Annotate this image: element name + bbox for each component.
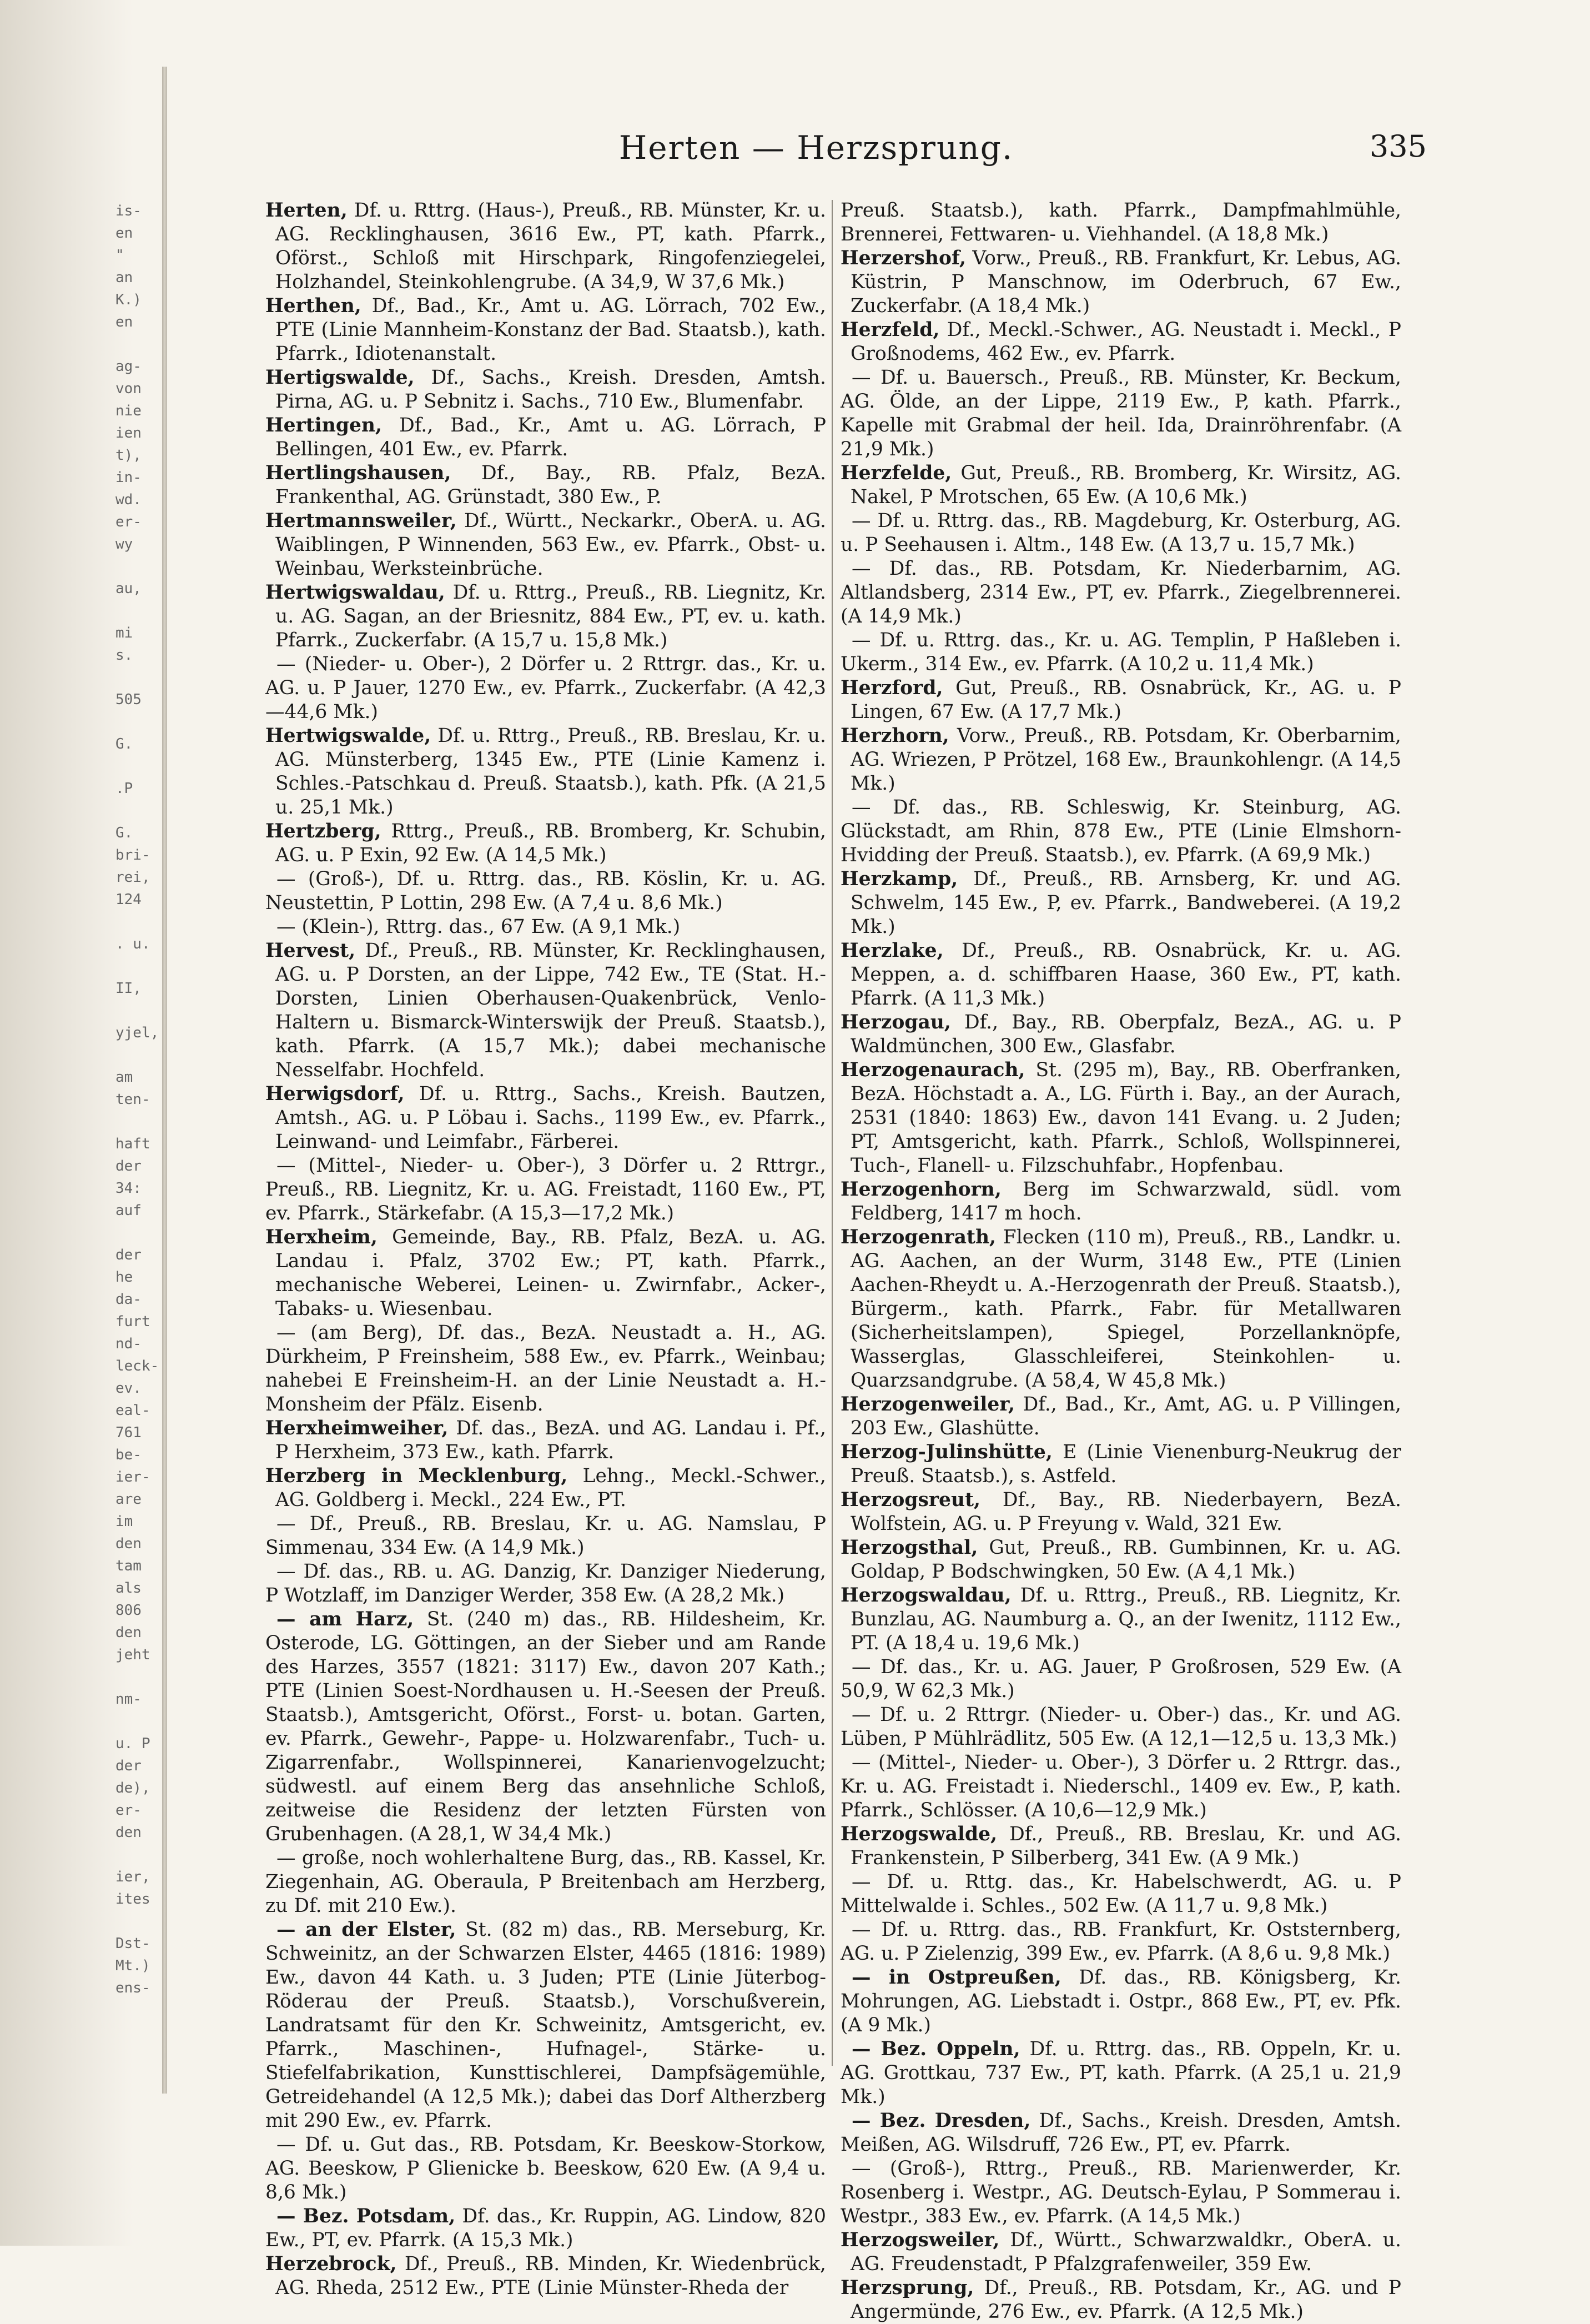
entry-text: Df., Meckl.-Schwer., AG. Neustadt i. Meckl., P Großnodems, 462 Ew., ev. Pfarrk. xyxy=(851,319,1401,365)
entry-text: Df., Bad., Kr., Amt u. AG. Lörrach, P Bellingen, 401 Ew., ev. Pfarrk. xyxy=(275,414,826,460)
gazetteer-entry xyxy=(265,366,826,414)
entry-headword: Herzfelde, xyxy=(841,462,952,484)
entry-text: Df., Preuß., RB. Osnabrück, Kr. u. AG. Meppen, a. d. schiffbaren Haase, 360 Ew., PT, kath. Pfarrk. (A 11,3 Mk.) xyxy=(851,940,1401,1010)
entry-text: Df. das., BezA. und AG. Landau i. Pf., P Herxheim, 373 Ew., kath. Pfarrk. xyxy=(275,1417,826,1463)
gazetteer-entry xyxy=(841,1823,1401,1870)
entry-text: — (Groß-), Rttrg., Preuß., RB. Marienwerder, Kr. Rosenberg i. Westpr., AG. Deutsch-Eylau, P Sommerau i. Westpr., 383 Ew., ev. Pfarrk. (A 14,5 Mk.) xyxy=(841,2157,1401,2227)
entry-text: Gut, Preuß., RB. Gumbinnen, Kr. u. AG. Goldap, P Bodschwingken, 50 Ew. (A 4,1 Mk.) xyxy=(851,1537,1401,1583)
right-column xyxy=(841,199,1402,2323)
entry-headword: Herzebrock, xyxy=(265,2253,397,2275)
entry-text: St. (295 m), Bay., RB. Oberfranken, BezA. Höchstadt a. A., LG. Fürth i. Bay., an der Aurach, 2531 (1840: 1863) Ew., davon 141 Evang. u. 2 Juden; PT, Amtsgericht, kath. Pfarrk., Schloß, Wollspinnerei, Tuch-, Flanell- u. Filzschuhfabr., Hopfenbau. xyxy=(851,1059,1401,1177)
gazetteer-entry xyxy=(265,581,826,652)
gazetteer-entry xyxy=(265,294,826,366)
gazetteer-entry xyxy=(841,1966,1401,2037)
entry-text: Gut, Preuß., RB. Osnabrück, Kr., AG. u. P Lingen, 67 Ew. (A 17,7 Mk.) xyxy=(851,677,1401,723)
entry-headword: Herzberg in Mecklenburg, xyxy=(265,1465,568,1487)
entry-text: Rttrg., Preuß., RB. Bromberg, Kr. Schubin, AG. u. P Exin, 92 Ew. (A 14,5 Mk.) xyxy=(275,820,826,866)
gazetteer-entry xyxy=(841,676,1401,724)
gazetteer-entry xyxy=(841,1058,1401,1178)
gazetteer-entry xyxy=(841,796,1401,867)
entry-headword: Herzershof, xyxy=(841,247,967,269)
entry-text: Vorw., Preuß., RB. Frankfurt, Kr. Lebus, AG. Küstrin, P Manschnow, im Oderbruch, 67 Ew., Zuckerfabr. (A 18,4 Mk.) xyxy=(851,247,1401,317)
entry-headword: Hertwigswaldau, xyxy=(265,581,445,604)
gazetteer-entry xyxy=(841,1488,1401,1536)
entry-text: Df., Preuß., RB. Minden, Kr. Wiedenbrück, AG. Rheda, 2512 Ew., PTE (Linie Münster-Rheda der xyxy=(275,2253,826,2299)
entry-text: — Df. u. Bauersch., Preuß., RB. Münster, Kr. Beckum, AG. Ölde, an der Lippe, 2119 Ew., P, kath. Pfarrk., Kapelle mit Grabmal der heil. Ida, Drainröhrenfabr. (A 21,9 Mk.) xyxy=(841,367,1401,460)
entry-text: — (Nieder- u. Ober-), 2 Dörfer u. 2 Rttrgr. das., Kr. u. AG. u. P Jauer, 1270 Ew., ev. Pfarrk., Zuckerfabr. (A 42,3—44,6 Mk.) xyxy=(265,653,826,723)
entry-headword: Herzogsthal, xyxy=(841,1537,978,1559)
gazetteer-entry xyxy=(265,1846,826,1918)
entry-headword: Herzog-Julinshütte, xyxy=(841,1441,1053,1463)
entry-text: Df. u. Rttrg., Sachs., Kreish. Bautzen, Amtsh., AG. u. P Löbau i. Sachs., 1199 Ew., ev. Pfarrk., Leinwand- und Leimfabr., Färberei. xyxy=(275,1083,826,1153)
entry-text: — Df. u. Rttg. das., Kr. Habelschwerdt, AG. u. P Mittelwalde i. Schles., 502 Ew. (A 11,7 u. 9,8 Mk.) xyxy=(841,1871,1401,1917)
gazetteer-entry xyxy=(841,1870,1401,1918)
entry-headword: Herzogenaurach, xyxy=(841,1059,1025,1081)
page-header xyxy=(205,129,1427,179)
entry-text: Df., Württ., Schwarzwaldkr., OberA. u. AG. Freudenstadt, P Pfalzgrafenweiler, 359 Ew. xyxy=(851,2229,1401,2275)
gazetteer-entry xyxy=(265,652,826,724)
entry-text: Df. u. Rttrg., Preuß., RB. Breslau, Kr. u. AG. Münsterberg, 1345 Ew., PTE (Linie Kamenz i. Schles.-Patschkau d. Preuß. Staatsb.), kath. Pfk. (A 21,5 u. 25,1 Mk.) xyxy=(275,725,826,819)
gazetteer-entry xyxy=(265,867,826,915)
gazetteer-entry xyxy=(841,1393,1401,1440)
entry-text: St. (82 m) das., RB. Merseburg, Kr. Schweinitz, an der Schwarzen Elster, 4465 (1816: 1989) Ew., davon 44 Kath. u. 3 Juden; PTE (Linie Jüterbog-Röderau der Preuß. Staatsb.), Vorschußverein, Landratsamt für den Kr. Schweinitz, Amtsgericht, ev. Pfarrk., Maschinen-, Hufnagel-, Stärke- u. Stiefelfabrikation, Kunsttischlerei, Dampfsägemühle, Getreidehandel (A 12,5 Mk.); dabei das Dorf Altherzberg mit 290 Ew., ev. Pfarrk. xyxy=(265,1919,827,2132)
left-column xyxy=(265,199,827,2299)
entry-headword: Herzogenrath, xyxy=(841,1226,997,1248)
entry-text: Df., Bay., RB. Oberpfalz, BezA., AG. u. P Waldmünchen, 300 Ew., Glasfabr. xyxy=(851,1011,1401,1057)
entry-headword: Herzogenhorn, xyxy=(841,1178,1002,1201)
gazetteer-entry xyxy=(265,1082,826,1154)
entry-text: — große, noch wohlerhaltene Burg, das., RB. Kassel, Kr. Ziegenhain, AG. Oberaula, P Breitenbach am Herzberg, zu Df. mit 210 Ew.). xyxy=(265,1847,826,1917)
gazetteer-entry xyxy=(265,939,826,1082)
entry-text: Df., Sachs., Kreish. Dresden, Amtsh. Pirna, AG. u. P Sebnitz i. Sachs., 710 Ew., Blumenfabr. xyxy=(275,367,826,413)
gazetteer-entry xyxy=(265,820,826,867)
entry-text: — Df. das., RB. u. AG. Danzig, Kr. Danziger Niederung, P Wotzlaff, im Danziger Werder, 358 Ew. (A 28,2 Mk.) xyxy=(265,1560,826,1607)
gazetteer-entry xyxy=(841,247,1401,318)
entry-text: — (Mittel-, Nieder- u. Ober-), 3 Dörfer u. 2 Rttrgr., Preuß., RB. Liegnitz, Kr. u. AG. Freistadt, 1160 Ew., PT, ev. Pfarrk., Stärkefabr. (A 15,3—17,2 Mk.) xyxy=(265,1155,826,1224)
gazetteer-entry xyxy=(841,1918,1401,1966)
page-binding-edge xyxy=(162,67,167,2094)
gazetteer-entry xyxy=(265,1918,826,2133)
entry-headword: Hertlingshausen, xyxy=(265,462,451,484)
gazetteer-entry xyxy=(841,509,1401,557)
entry-text: — (Groß-), Df. u. Rttrg. das., RB. Köslin, Kr. u. AG. Neustettin, P Lottin, 298 Ew. (A 7,4 u. 8,6 Mk.) xyxy=(265,868,826,914)
entry-headword: Hertingen, xyxy=(265,414,383,436)
gazetteer-entry xyxy=(265,1417,826,1464)
entry-text: Df., Preuß., RB. Potsdam, Kr., AG. und P Angermünde, 276 Ew., ev. Pfarrk. (A 12,5 Mk.) xyxy=(851,2277,1401,2323)
entry-headword: — an der Elster, xyxy=(276,1919,456,1941)
entry-text: — Df. das., RB. Schleswig, Kr. Steinburg, AG. Glückstadt, am Rhin, 878 Ew., PTE (Linie Elmshorn-Hvidding der Preuß. Staatsb.), ev. Pfarrk. (A 69,9 Mk.) xyxy=(841,796,1401,866)
entry-text: — Df. das., RB. Potsdam, Kr. Niederbarnim, AG. Altlandsberg, 2314 Ew., PT, ev. Pfarrk., Ziegelbrennerei. (A 14,9 Mk.) xyxy=(841,558,1401,628)
entry-text: Df., Württ., Neckarkr., OberA. u. AG. Waiblingen, P Winnenden, 563 Ew., ev. Pfarrk., Obst- u. Weinbau, Werksteinbrüche. xyxy=(275,510,826,580)
gazetteer-entry xyxy=(841,1011,1401,1058)
entry-text: Preuß. Staatsb.), kath. Pfarrk., Dampfmahlmühle, Brennerei, Fettwaren- u. Viehhandel. (A 18,8 Mk.) xyxy=(841,199,1401,245)
gazetteer-entry xyxy=(265,509,826,581)
entry-text: — (Mittel-, Nieder- u. Ober-), 3 Dörfer u. 2 Rttrgr. das., Kr. u. AG. Freistadt i. Niederschl., 1409 ev. Ew., P, kath. Pfarrk., Schlösser. (A 10,6—12,9 Mk.) xyxy=(841,1751,1401,1821)
entry-text: Df. u. Rttrg. (Haus-), Preuß., RB. Münster, Kr. u. AG. Recklinghausen, 3616 Ew., PT, kath. Pfarrk., Oförst., Schloß mit Hirschpark, Ringofenziegelei, Holzhandel, Steinkohlengrube. (A 34,9, W 37,6 Mk.) xyxy=(275,199,826,293)
gazetteer-entry xyxy=(841,1226,1401,1393)
entry-headword: Herxheim, xyxy=(265,1226,378,1248)
entry-text: — Df. u. Rttrg. das., Kr. u. AG. Templin, P Haßleben i. Ukerm., 314 Ew., ev. Pfarrk. (A 10,2 u. 11,4 Mk.) xyxy=(841,629,1401,675)
entry-headword: Herzfeld, xyxy=(841,319,940,341)
entry-headword: Herzogau, xyxy=(841,1011,951,1033)
column-divider xyxy=(832,200,833,2066)
entry-text: Df. das., RB. Königsberg, Kr. Mohrungen, AG. Liebstadt i. Ostpr., 868 Ew., PT, ev. Pfk. (A 9 Mk.) xyxy=(841,1966,1402,2036)
entry-text: Df., Preuß., RB. Breslau, Kr. und AG. Frankenstein, P Silberberg, 341 Ew. (A 9 Mk.) xyxy=(851,1823,1401,1869)
gazetteer-entry xyxy=(841,366,1401,461)
entry-text: Df., Preuß., RB. Arnsberg, Kr. und AG. Schwelm, 145 Ew., P, ev. Pfarrk., Bandweberei. (A 19,2 Mk.) xyxy=(851,868,1401,938)
entry-text: Df. u. Rttrg., Preuß., RB. Liegnitz, Kr. Bunzlau, AG. Naumburg a. Q., an der Iwenitz, 1112 Ew., PT. (A 18,4 u. 19,6 Mk.) xyxy=(851,1584,1401,1654)
entry-headword: Herxheimweiher, xyxy=(265,1417,449,1439)
entry-text: Df. u. Rttrg. das., RB. Oppeln, Kr. u. AG. Grottkau, 737 Ew., PT, kath. Pfarrk. (A 25,1 u. 21,9 Mk.) xyxy=(841,2038,1401,2108)
entry-headword: — Bez. Oppeln, xyxy=(852,2038,1020,2060)
gazetteer-entry xyxy=(265,2205,826,2252)
gazetteer-entry xyxy=(265,2252,826,2300)
entry-headword: Hertzberg, xyxy=(265,820,381,842)
entry-text: — Df. u. Gut das., RB. Potsdam, Kr. Beeskow-Storkow, AG. Beeskow, P Glienicke b. Beeskow, 620 Ew. (A 9,4 u. 8,6 Mk.) xyxy=(265,2134,826,2203)
gazetteer-entry xyxy=(841,1655,1401,1703)
entry-headword: Herzsprung, xyxy=(841,2277,974,2299)
entry-headword: Herzogsweiler, xyxy=(841,2229,1000,2251)
gazetteer-entry xyxy=(841,2109,1401,2157)
gazetteer-entry xyxy=(841,318,1401,366)
gazetteer-entry xyxy=(841,1440,1401,1488)
entry-headword: Herzogswalde, xyxy=(841,1823,998,1845)
gazetteer-entry xyxy=(841,461,1401,509)
gazetteer-entry xyxy=(265,1464,826,1512)
entry-headword: — Bez. Dresden, xyxy=(852,2110,1031,2132)
entry-text: — Df. u. Rttrg. das., RB. Frankfurt, Kr. Oststernberg, AG. u. P Zielenzig, 399 Ew., ev. Pfarrk. (A 8,6 u. 9,8 Mk.) xyxy=(841,1919,1401,1965)
entry-text: Berg im Schwarzwald, südl. vom Feldberg, 1417 m hoch. xyxy=(851,1178,1401,1224)
entry-headword: — in Ostpreußen, xyxy=(852,1966,1061,1989)
gazetteer-entry xyxy=(841,867,1401,939)
entry-text: — Df. u. Rttrg. das., RB. Magdeburg, Kr. Osterburg, AG. u. P Seehausen i. Altm., 148 Ew. (A 13,7 u. 15,7 Mk.) xyxy=(841,510,1401,556)
gazetteer-entry xyxy=(265,1512,826,1560)
gazetteer-entry xyxy=(265,724,826,820)
entry-headword: Hervest, xyxy=(265,940,356,962)
page-number: 335 xyxy=(1369,129,1427,164)
gazetteer-entry xyxy=(841,1751,1401,1823)
gazetteer-entry xyxy=(841,939,1401,1011)
entry-headword: Hertmannsweiler, xyxy=(265,510,457,532)
gazetteer-entry xyxy=(841,724,1401,796)
entry-text: Df., Bad., Kr., Amt u. AG. Lörrach, 702 Ew., PTE (Linie Mannheim-Konstanz der Bad. Staatsb.), kath. Pfarrk., Idiotenanstalt. xyxy=(275,295,826,365)
gazetteer-entry xyxy=(265,1226,826,1321)
entry-headword: Hertwigswalde, xyxy=(265,725,431,747)
entry-text: — Df. das., Kr. u. AG. Jauer, P Großrosen, 529 Ew. (A 50,9, W 62,3 Mk.) xyxy=(841,1656,1401,1702)
entry-text: Lehng., Meckl.-Schwer., AG. Goldberg i. Meckl., 224 Ew., PT. xyxy=(275,1465,826,1511)
entry-headword: Herthen, xyxy=(265,295,361,317)
gazetteer-entry xyxy=(265,1608,826,1846)
gazetteer-entry xyxy=(841,629,1401,676)
gazetteer-entry xyxy=(841,2157,1401,2228)
entry-headword: Herzkamp, xyxy=(841,868,958,890)
gazetteer-entry xyxy=(841,199,1401,247)
entry-text: Df. das., Kr. Ruppin, AG. Lindow, 820 Ew., PT, ev. Pfarrk. (A 15,3 Mk.) xyxy=(265,2205,826,2251)
entry-headword: Herwigsdorf, xyxy=(265,1083,405,1105)
previous-page-margin-fragments: is- en " an K.) en ag- von nie ien t), in- wd. er- wy au, mi s. 505 G. .P G. bri- rei, 124 . u. II, yjel, am ten- haft der 34: auf der he da- furt nd- leck- ev. eal- 761 be- ier- are im den tam als 806 den jeht nm- u. P der de), er- den ier, ites Dst- Mt.) ens- xyxy=(115,203,159,1996)
gazetteer-entry xyxy=(265,1154,826,1226)
entry-headword: Herten, xyxy=(265,199,348,222)
entry-headword: — Bez. Potsdam, xyxy=(276,2205,456,2227)
entry-headword: Herzford, xyxy=(841,677,943,699)
entry-text: Df., Preuß., RB. Münster, Kr. Recklinghausen, AG. u. P Dorsten, an der Lippe, 742 Ew., TE (Stat. H.-Dorsten, Linien Oberhausen-Quakenbrück, Venlo-Haltern u. Bismarck-Winterswijk der Preuß. Staatsb.), kath. Pfarrk. (A 15,7 Mk.); dabei mechanische Nesselfabr. Hochfeld. xyxy=(275,940,826,1081)
entry-text: Df. u. Rttrg., Preuß., RB. Liegnitz, Kr. u. AG. Sagan, an der Briesnitz, 884 Ew., PT, ev. u. kath. Pfarrk., Zuckerfabr. (A 15,7 u. 15,8 Mk.) xyxy=(275,581,826,651)
entry-text: Df., Bad., Kr., Amt, AG. u. P Villingen, 203 Ew., Glashütte. xyxy=(851,1393,1401,1439)
entry-text: Flecken (110 m), Preuß., RB., Landkr. u. AG. Aachen, an der Wurm, 3148 Ew., PTE (Linien Aachen-Rheydt u. A.-Herzogenrath der Preuß. Staatsb.), Bürgerm., kath. Pfarrk., Fabr. für Metallwaren (Sicherheitslampen), Spiegel, Porzellanknöpfe, Wasserglas, Glasschleiferei, Steinkohlen- u. Quarzsandgrube. (A 58,4, W 45,8 Mk.) xyxy=(851,1226,1401,1392)
entry-text: — Df., Preuß., RB. Breslau, Kr. u. AG. Namslau, P Simmenau, 334 Ew. (A 14,9 Mk.) xyxy=(265,1513,826,1559)
page-binding-shadow xyxy=(0,0,133,2246)
gazetteer-entry xyxy=(841,1178,1401,1226)
entry-text: Df., Sachs., Kreish. Dresden, Amtsh. Meißen, AG. Wilsdruff, 726 Ew., PT, ev. Pfarrk. xyxy=(841,2110,1401,2156)
entry-text: Df., Bay., RB. Niederbayern, BezA. Wolfstein, AG. u. P Freyung v. Wald, 321 Ew. xyxy=(851,1489,1401,1535)
entry-text: — (Klein-), Rttrg. das., 67 Ew. (A 9,1 Mk.) xyxy=(276,916,681,938)
entry-headword: Herzogsreut, xyxy=(841,1489,981,1511)
entry-text: Gut, Preuß., RB. Bromberg, Kr. Wirsitz, AG. Nakel, P Mrotschen, 65 Ew. (A 10,6 Mk.) xyxy=(851,462,1401,508)
gazetteer-entry xyxy=(265,461,826,509)
running-head-title: Herten — Herzsprung. xyxy=(618,129,1014,167)
entry-headword: Hertigswalde, xyxy=(265,367,415,389)
entry-text: Gemeinde, Bay., RB. Pfalz, BezA. u. AG. Landau i. Pfalz, 3702 Ew.; PT, kath. Pfarrk., mechanische Weberei, Leinen- u. Zwirnfabr., Acker-, Tabaks- u. Wiesenbau. xyxy=(275,1226,826,1320)
entry-text: Vorw., Preuß., RB. Potsdam, Kr. Oberbarnim, AG. Wriezen, P Prötzel, 168 Ew., Braunkohlengr. (A 14,5 Mk.) xyxy=(851,725,1401,795)
gazetteer-entry xyxy=(265,1560,826,1608)
entry-text: — (am Berg), Df. das., BezA. Neustadt a. H., AG. Dürkheim, P Freinsheim, 588 Ew., ev. Pfarrk., Weinbau; nahebei E Freinsheim-H. an der Linie Neustadt a. H.-Monsheim der Pfälz. Eisenb. xyxy=(265,1322,826,1416)
entry-headword: Herzogswaldau, xyxy=(841,1584,1012,1607)
gazetteer-entry xyxy=(265,915,826,939)
entry-text: Df., Bay., RB. Pfalz, BezA. Frankenthal, AG. Grünstadt, 380 Ew., P. xyxy=(275,462,826,508)
gazetteer-entry xyxy=(265,1321,826,1417)
gazetteer-entry xyxy=(265,414,826,461)
entry-headword: Herzlake, xyxy=(841,940,944,962)
entry-headword: Herzogenweiler, xyxy=(841,1393,1015,1416)
entry-text: — Df. u. 2 Rttrgr. (Nieder- u. Ober-) das., Kr. und AG. Lüben, P Mühlrädlitz, 505 Ew. (A 12,1—12,5 u. 13,3 Mk.) xyxy=(841,1704,1401,1750)
gazetteer-entry xyxy=(841,557,1401,629)
gazetteer-entry xyxy=(841,2228,1401,2276)
entry-text: St. (240 m) das., RB. Hildesheim, Kr. Osterode, LG. Göttingen, an der Sieber und am Rande des Harzes, 3557 (1821: 3117) Ew., davon 207 Kath.; PTE (Linien Soest-Nordhausen u. H.-Seesen der Preuß. Staatsb.), Amtsgericht, Oförst., Forst- u. botan. Garten, ev. Pfarrk., Gewehr-, Pappe- u. Holzwarenfabr., Tuch- u. Zigarrenfabr., Wollspinnerei, Kanarienvogelzucht; südwestl. auf einem Berg das ansehnliche Schloß, zeitweise die Residenz der letzten Fürsten von Grubenhagen. (A 28,1, W 34,4 Mk.) xyxy=(265,1608,826,1845)
entry-text: E (Linie Vienenburg-Neukrug der Preuß. Staatsb.), s. Astfeld. xyxy=(851,1441,1401,1487)
gazetteer-entry xyxy=(841,1584,1401,1655)
entry-headword: — am Harz, xyxy=(276,1608,414,1630)
entry-headword: Herzhorn, xyxy=(841,725,949,747)
gazetteer-entry xyxy=(841,2037,1401,2109)
gazetteer-entry xyxy=(841,2276,1401,2324)
gazetteer-entry xyxy=(265,2133,826,2205)
gazetteer-entry xyxy=(841,1536,1401,1584)
gazetteer-entry xyxy=(841,1703,1401,1751)
gazetteer-entry xyxy=(265,199,826,294)
